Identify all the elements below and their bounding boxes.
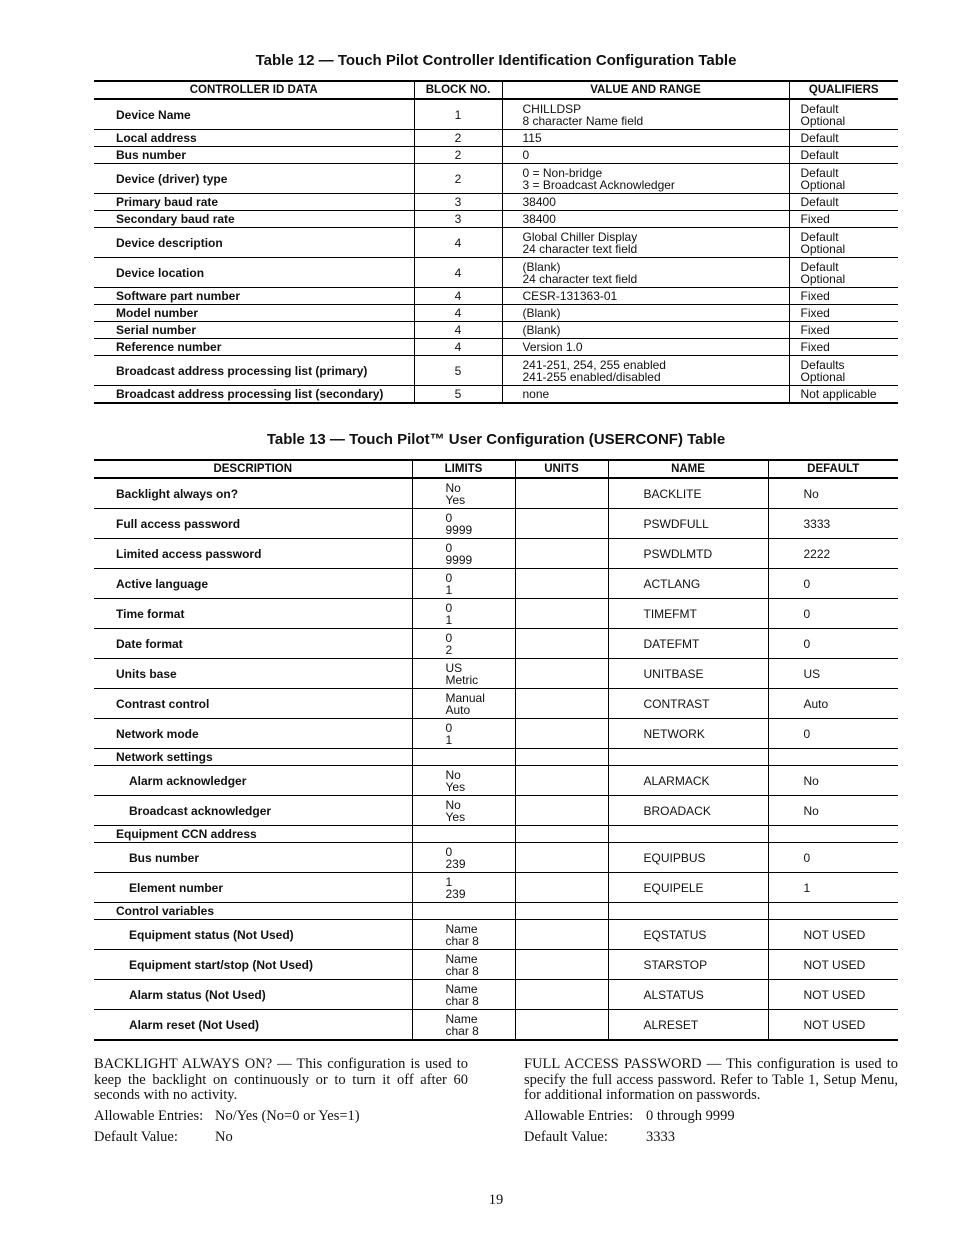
limits-line: 0 bbox=[445, 630, 453, 645]
qualifiers-line: Not applicable bbox=[800, 387, 877, 401]
column-header: UNITS bbox=[515, 460, 608, 478]
units bbox=[515, 509, 608, 539]
limits-line: 239 bbox=[445, 856, 466, 871]
limits bbox=[412, 689, 515, 719]
value-and-range bbox=[502, 322, 789, 339]
value-and-range bbox=[502, 339, 789, 356]
value-and-range-line: 241-255 enabled/disabled bbox=[522, 369, 661, 384]
default-value: 2222 bbox=[768, 539, 898, 569]
limits-line: No bbox=[445, 797, 461, 812]
config-description: Backlight always on? bbox=[94, 478, 412, 509]
backlight-allowable-entries bbox=[94, 1108, 360, 1124]
limits-line: No bbox=[445, 480, 461, 495]
value-and-range-line: 8 character Name field bbox=[522, 113, 644, 128]
limits-line: Auto bbox=[445, 702, 471, 717]
limits bbox=[412, 903, 515, 920]
value-and-range-line: 38400 bbox=[522, 212, 556, 226]
controller-id-name: Serial number bbox=[94, 322, 414, 339]
column-header: VALUE AND RANGE bbox=[502, 81, 789, 99]
qualifiers bbox=[789, 356, 898, 386]
value-and-range-line: (Blank) bbox=[522, 323, 561, 337]
value-and-range bbox=[502, 356, 789, 386]
qualifiers bbox=[789, 130, 898, 147]
units bbox=[515, 659, 608, 689]
config-name: EQUIPBUS bbox=[608, 843, 768, 873]
config-description: Broadcast acknowledger bbox=[94, 796, 412, 826]
entries-label: Allowable Entries: bbox=[94, 1108, 204, 1124]
block-number: 4 bbox=[414, 322, 502, 339]
limits-line: 9999 bbox=[445, 522, 473, 537]
config-description: Equipment status (Not Used) bbox=[94, 920, 412, 950]
table-row bbox=[94, 903, 898, 920]
qualifiers bbox=[789, 386, 898, 404]
config-name: ACTLANG bbox=[608, 569, 768, 599]
limits bbox=[412, 478, 515, 509]
config-name: CONTRAST bbox=[608, 689, 768, 719]
table-row bbox=[94, 950, 898, 980]
config-description: Element number bbox=[94, 873, 412, 903]
default-value: No bbox=[768, 796, 898, 826]
units bbox=[515, 873, 608, 903]
limits bbox=[412, 796, 515, 826]
limits bbox=[412, 873, 515, 903]
table-row bbox=[94, 826, 898, 843]
table-row bbox=[94, 509, 898, 539]
table-row bbox=[94, 130, 898, 147]
config-name: PSWDLMTD bbox=[608, 539, 768, 569]
limits-line: 0 bbox=[445, 844, 453, 859]
config-description: Full access password bbox=[94, 509, 412, 539]
limits-line: 0 bbox=[445, 570, 453, 585]
default-value: NOT USED bbox=[768, 1010, 898, 1041]
config-name bbox=[608, 903, 768, 920]
default-value: No bbox=[215, 1129, 233, 1145]
limits-line: No bbox=[445, 767, 461, 782]
value-and-range bbox=[502, 386, 789, 404]
table-row bbox=[94, 339, 898, 356]
config-name: STARSTOP bbox=[608, 950, 768, 980]
default-label: Default Value: bbox=[94, 1129, 178, 1145]
config-description: Bus number bbox=[94, 843, 412, 873]
limits-line: char 8 bbox=[445, 1023, 479, 1038]
config-description: Control variables bbox=[94, 903, 412, 920]
controller-id-name: Secondary baud rate bbox=[94, 211, 414, 228]
default-value: 3333 bbox=[768, 509, 898, 539]
controller-id-name: Bus number bbox=[94, 147, 414, 164]
qualifiers-line: Default bbox=[800, 195, 839, 209]
units bbox=[515, 1010, 608, 1041]
qualifiers bbox=[789, 147, 898, 164]
qualifiers-line: Fixed bbox=[800, 212, 830, 226]
default-value: 0 bbox=[768, 719, 898, 749]
qualifiers-line: Optional bbox=[800, 177, 846, 192]
limits-line: 2 bbox=[445, 642, 453, 657]
units bbox=[515, 599, 608, 629]
value-and-range-line: 24 character text field bbox=[522, 271, 638, 286]
block-number: 4 bbox=[414, 339, 502, 356]
qualifiers bbox=[789, 339, 898, 356]
limits bbox=[412, 509, 515, 539]
limits-line: Name bbox=[445, 1011, 478, 1026]
config-description: Units base bbox=[94, 659, 412, 689]
table-row bbox=[94, 194, 898, 211]
limits bbox=[412, 980, 515, 1010]
block-number: 3 bbox=[414, 194, 502, 211]
limits bbox=[412, 826, 515, 843]
units bbox=[515, 826, 608, 843]
qualifiers bbox=[789, 322, 898, 339]
limits-line: 0 bbox=[445, 540, 453, 555]
table-row bbox=[94, 629, 898, 659]
page-number: 19 bbox=[488, 1192, 504, 1208]
default-value bbox=[768, 826, 898, 843]
value-and-range-line: CESR-131363-01 bbox=[522, 289, 618, 303]
block-number: 5 bbox=[414, 356, 502, 386]
units bbox=[515, 719, 608, 749]
column-header: CONTROLLER ID DATA bbox=[94, 81, 414, 99]
full-password-default-value bbox=[524, 1129, 675, 1145]
limits-line: char 8 bbox=[445, 993, 479, 1008]
config-name: PSWDFULL bbox=[608, 509, 768, 539]
table-row bbox=[94, 305, 898, 322]
table-row bbox=[94, 1010, 898, 1041]
limits bbox=[412, 766, 515, 796]
value-and-range bbox=[502, 147, 789, 164]
limits bbox=[412, 920, 515, 950]
limits-line: Yes bbox=[445, 809, 466, 824]
backlight-description: BACKLIGHT ALWAYS ON? — This configuration is used to keep the backlight on continuously or to turn it off after 60 seconds with no activity. bbox=[94, 1056, 468, 1103]
block-number: 4 bbox=[414, 305, 502, 322]
qualifiers-line: Default bbox=[800, 259, 839, 274]
column-header: BLOCK NO. bbox=[414, 81, 502, 99]
controller-id-name: Reference number bbox=[94, 339, 414, 356]
table-row bbox=[94, 796, 898, 826]
default-value: NOT USED bbox=[768, 950, 898, 980]
value-and-range-line: 241-251, 254, 255 enabled bbox=[522, 357, 666, 372]
controller-id-name: Broadcast address processing list (secondary) bbox=[94, 386, 414, 404]
limits-line: Yes bbox=[445, 779, 466, 794]
block-number: 1 bbox=[414, 99, 502, 130]
config-description: Network mode bbox=[94, 719, 412, 749]
limits bbox=[412, 599, 515, 629]
limits bbox=[412, 1010, 515, 1041]
limits-line: Name bbox=[445, 921, 478, 936]
qualifiers-line: Optional bbox=[800, 241, 846, 256]
units bbox=[515, 903, 608, 920]
default-value: 0 bbox=[768, 599, 898, 629]
table-row bbox=[94, 322, 898, 339]
units bbox=[515, 749, 608, 766]
block-number: 4 bbox=[414, 288, 502, 305]
table-row bbox=[94, 356, 898, 386]
qualifiers bbox=[789, 288, 898, 305]
controller-id-name: Primary baud rate bbox=[94, 194, 414, 211]
limits bbox=[412, 719, 515, 749]
config-name: EQSTATUS bbox=[608, 920, 768, 950]
qualifiers-line: Optional bbox=[800, 271, 846, 286]
config-name bbox=[608, 749, 768, 766]
table-row bbox=[94, 749, 898, 766]
qualifiers-line: Defaults bbox=[800, 357, 845, 372]
config-description: Limited access password bbox=[94, 539, 412, 569]
value-and-range-line: (Blank) bbox=[522, 259, 561, 274]
table-row bbox=[94, 164, 898, 194]
block-number: 2 bbox=[414, 164, 502, 194]
config-name: ALSTATUS bbox=[608, 980, 768, 1010]
block-number: 4 bbox=[414, 258, 502, 288]
user-config-table bbox=[94, 459, 898, 1041]
qualifiers bbox=[789, 228, 898, 258]
controller-id-table bbox=[94, 80, 898, 404]
value-and-range bbox=[502, 164, 789, 194]
limits-line: 0 bbox=[445, 510, 453, 525]
table-row bbox=[94, 288, 898, 305]
value-and-range bbox=[502, 228, 789, 258]
qualifiers-line: Default bbox=[800, 131, 839, 145]
qualifiers-line: Default bbox=[800, 101, 839, 116]
block-number: 3 bbox=[414, 211, 502, 228]
limits-line: char 8 bbox=[445, 963, 479, 978]
table-row bbox=[94, 873, 898, 903]
block-number: 5 bbox=[414, 386, 502, 404]
value-and-range-line: 0 = Non-bridge bbox=[522, 165, 603, 180]
config-name: ALRESET bbox=[608, 1010, 768, 1041]
limits-line: Yes bbox=[445, 492, 466, 507]
config-description: Equipment CCN address bbox=[94, 826, 412, 843]
table-row bbox=[94, 228, 898, 258]
limits-line: 0 bbox=[445, 720, 453, 735]
column-header: DEFAULT bbox=[768, 460, 898, 478]
value-and-range-line: 24 character text field bbox=[522, 241, 638, 256]
config-name: EQUIPELE bbox=[608, 873, 768, 903]
config-description: Alarm reset (Not Used) bbox=[94, 1010, 412, 1041]
default-value: 3333 bbox=[646, 1129, 675, 1145]
config-description: Date format bbox=[94, 629, 412, 659]
limits bbox=[412, 659, 515, 689]
table-row bbox=[94, 719, 898, 749]
limits-line: US bbox=[445, 660, 463, 675]
value-and-range bbox=[502, 130, 789, 147]
block-number: 4 bbox=[414, 228, 502, 258]
config-name: BACKLITE bbox=[608, 478, 768, 509]
table-row bbox=[94, 478, 898, 509]
table-row bbox=[94, 569, 898, 599]
full-password-description: FULL ACCESS PASSWORD — This configuration is used to specify the full access password. Refer to Table 1, Setup Menu, for additional information on passwords. bbox=[524, 1056, 898, 1103]
qualifiers-line: Optional bbox=[800, 369, 846, 384]
qualifiers-line: Fixed bbox=[800, 323, 830, 337]
qualifiers bbox=[789, 194, 898, 211]
limits-line: 9999 bbox=[445, 552, 473, 567]
table-row bbox=[94, 258, 898, 288]
table-header-row bbox=[94, 460, 898, 478]
table-row bbox=[94, 539, 898, 569]
config-description: Time format bbox=[94, 599, 412, 629]
value-and-range bbox=[502, 211, 789, 228]
default-value bbox=[768, 749, 898, 766]
limits-line: Manual bbox=[445, 690, 485, 705]
value-and-range bbox=[502, 99, 789, 130]
units bbox=[515, 920, 608, 950]
table-row bbox=[94, 211, 898, 228]
units bbox=[515, 980, 608, 1010]
qualifiers-line: Default bbox=[800, 148, 839, 162]
value-and-range bbox=[502, 194, 789, 211]
controller-id-name: Local address bbox=[94, 130, 414, 147]
limits-line: Name bbox=[445, 951, 478, 966]
units bbox=[515, 689, 608, 719]
limits-line: 1 bbox=[445, 874, 453, 889]
config-name: BROADACK bbox=[608, 796, 768, 826]
config-description: Equipment start/stop (Not Used) bbox=[94, 950, 412, 980]
default-value: 0 bbox=[768, 569, 898, 599]
limits-line: Metric bbox=[445, 672, 479, 687]
table12-caption: Table 12 — Touch Pilot Controller Identification Configuration Table bbox=[255, 52, 737, 69]
limits bbox=[412, 539, 515, 569]
entries-value: 0 through 9999 bbox=[646, 1108, 735, 1124]
controller-id-name: Model number bbox=[94, 305, 414, 322]
default-value: US bbox=[768, 659, 898, 689]
controller-id-name: Software part number bbox=[94, 288, 414, 305]
entries-label: Allowable Entries: bbox=[524, 1108, 634, 1124]
qualifiers bbox=[789, 211, 898, 228]
limits-line: Name bbox=[445, 981, 478, 996]
config-description: Network settings bbox=[94, 749, 412, 766]
value-and-range-line: CHILLDSP bbox=[522, 101, 582, 116]
qualifiers bbox=[789, 99, 898, 130]
value-and-range bbox=[502, 305, 789, 322]
config-name: ALARMACK bbox=[608, 766, 768, 796]
config-name: TIMEFMT bbox=[608, 599, 768, 629]
limits bbox=[412, 749, 515, 766]
units bbox=[515, 950, 608, 980]
column-header: QUALIFIERS bbox=[789, 81, 898, 99]
config-description: Alarm status (Not Used) bbox=[94, 980, 412, 1010]
config-name bbox=[608, 826, 768, 843]
qualifiers-line: Fixed bbox=[800, 306, 830, 320]
table-row bbox=[94, 766, 898, 796]
config-name: DATEFMT bbox=[608, 629, 768, 659]
qualifiers bbox=[789, 305, 898, 322]
default-value: Auto bbox=[768, 689, 898, 719]
table-row bbox=[94, 689, 898, 719]
table-row bbox=[94, 386, 898, 404]
column-header: LIMITS bbox=[412, 460, 515, 478]
units bbox=[515, 766, 608, 796]
column-header: NAME bbox=[608, 460, 768, 478]
column-header: DESCRIPTION bbox=[94, 460, 412, 478]
limits-line: 1 bbox=[445, 732, 453, 747]
default-value bbox=[768, 903, 898, 920]
value-and-range-line: 0 bbox=[522, 148, 530, 162]
default-value: 1 bbox=[768, 873, 898, 903]
limits bbox=[412, 950, 515, 980]
value-and-range-line: 38400 bbox=[522, 195, 556, 209]
block-number: 2 bbox=[414, 130, 502, 147]
units bbox=[515, 629, 608, 659]
limits-line: 0 bbox=[445, 600, 453, 615]
value-and-range-line: 115 bbox=[522, 131, 542, 145]
default-value: No bbox=[768, 478, 898, 509]
config-name: NETWORK bbox=[608, 719, 768, 749]
full-password-allowable-entries bbox=[524, 1108, 735, 1124]
limits-line: 1 bbox=[445, 582, 453, 597]
controller-id-name: Device Name bbox=[94, 99, 414, 130]
value-and-range-line: none bbox=[522, 387, 550, 401]
controller-id-name: Broadcast address processing list (primary) bbox=[94, 356, 414, 386]
qualifiers-line: Fixed bbox=[800, 289, 830, 303]
value-and-range-line: Global Chiller Display bbox=[522, 229, 638, 244]
table-row bbox=[94, 659, 898, 689]
default-value: NOT USED bbox=[768, 980, 898, 1010]
default-value: NOT USED bbox=[768, 920, 898, 950]
table-header-row bbox=[94, 81, 898, 99]
limits bbox=[412, 843, 515, 873]
default-label: Default Value: bbox=[524, 1129, 608, 1145]
value-and-range bbox=[502, 288, 789, 305]
limits-line: 1 bbox=[445, 612, 453, 627]
value-and-range bbox=[502, 258, 789, 288]
limits bbox=[412, 629, 515, 659]
qualifiers bbox=[789, 164, 898, 194]
limits-line: 239 bbox=[445, 886, 466, 901]
value-and-range-line: 3 = Broadcast Acknowledger bbox=[522, 177, 675, 192]
value-and-range-line: Version 1.0 bbox=[522, 340, 583, 354]
units bbox=[515, 843, 608, 873]
table-row bbox=[94, 980, 898, 1010]
table-row bbox=[94, 147, 898, 164]
block-number: 2 bbox=[414, 147, 502, 164]
config-description: Contrast control bbox=[94, 689, 412, 719]
default-value: 0 bbox=[768, 629, 898, 659]
units bbox=[515, 539, 608, 569]
table-row bbox=[94, 843, 898, 873]
table-row bbox=[94, 920, 898, 950]
units bbox=[515, 478, 608, 509]
limits-line: char 8 bbox=[445, 933, 479, 948]
controller-id-name: Device (driver) type bbox=[94, 164, 414, 194]
qualifiers bbox=[789, 258, 898, 288]
config-name: UNITBASE bbox=[608, 659, 768, 689]
backlight-default-value bbox=[94, 1129, 233, 1145]
units bbox=[515, 569, 608, 599]
controller-id-name: Device location bbox=[94, 258, 414, 288]
qualifiers-line: Optional bbox=[800, 113, 846, 128]
config-description: Active language bbox=[94, 569, 412, 599]
limits bbox=[412, 569, 515, 599]
entries-value: No/Yes (No=0 or Yes=1) bbox=[215, 1108, 360, 1124]
default-value: No bbox=[768, 766, 898, 796]
qualifiers-line: Default bbox=[800, 229, 839, 244]
value-and-range-line: (Blank) bbox=[522, 306, 561, 320]
qualifiers-line: Default bbox=[800, 165, 839, 180]
controller-id-name: Device description bbox=[94, 228, 414, 258]
qualifiers-line: Fixed bbox=[800, 340, 830, 354]
table-row bbox=[94, 99, 898, 130]
default-value: 0 bbox=[768, 843, 898, 873]
units bbox=[515, 796, 608, 826]
table13-caption: Table 13 — Touch Pilot™ User Configuration (USERCONF) Table bbox=[266, 431, 726, 448]
config-description: Alarm acknowledger bbox=[94, 766, 412, 796]
table-row bbox=[94, 599, 898, 629]
